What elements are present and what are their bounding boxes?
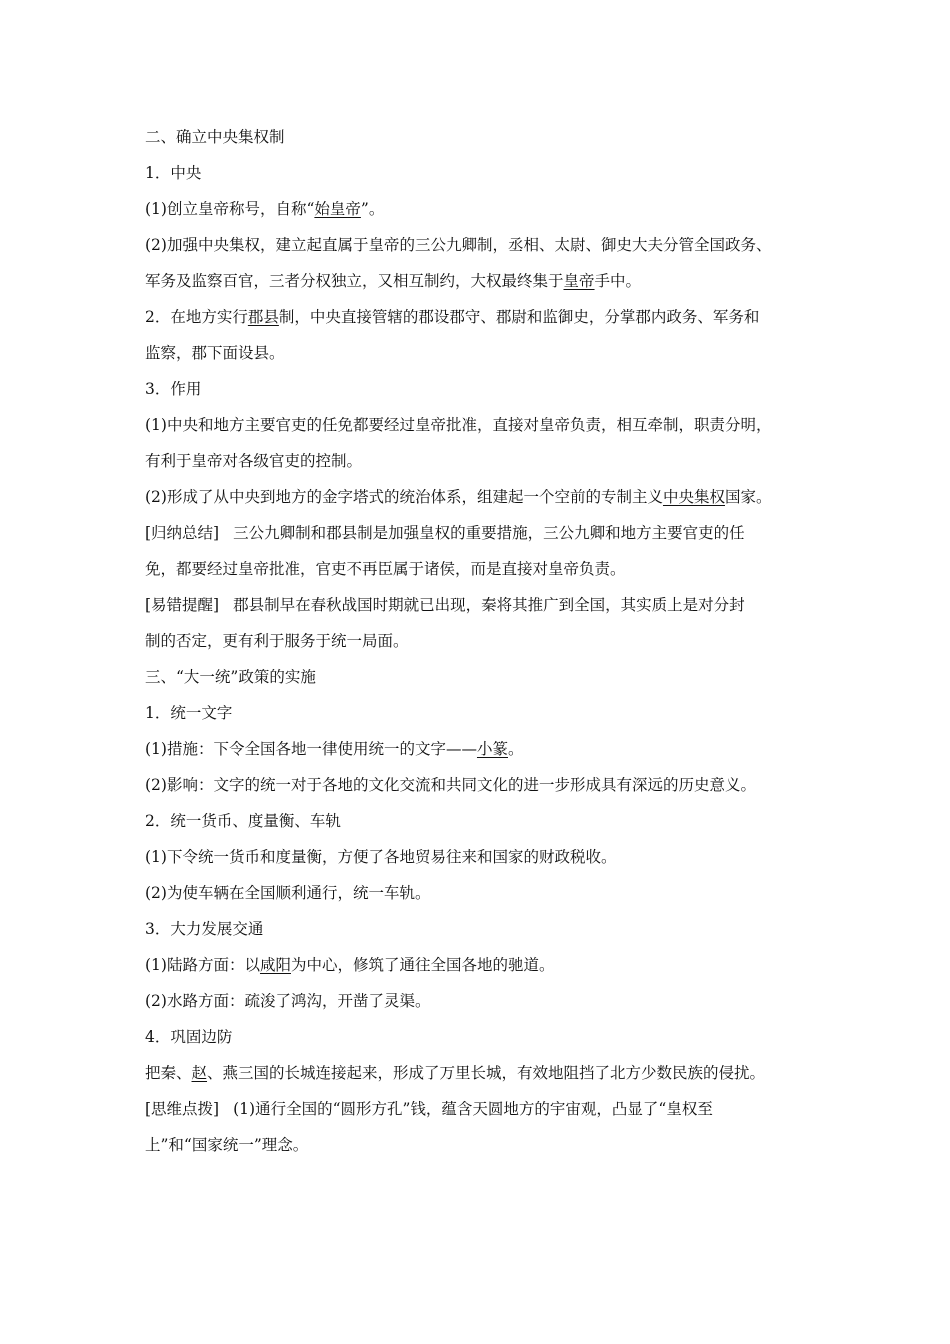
summary-note-cont: 免，都要经过皇帝批准，官吏不再臣属于诸侯，而是直接对皇帝负责。	[145, 560, 626, 578]
text-run: 2．在地方实行	[145, 308, 248, 326]
paragraph: (2)水路方面：疏浚了鸿沟，开凿了灵渠。	[145, 992, 431, 1010]
paragraph	[145, 486, 825, 508]
underlined-answer: 始皇帝	[314, 200, 361, 218]
underlined-answer: 咸阳	[259, 956, 291, 974]
subsection-heading: 2．统一货币、度量衡、车轨	[145, 812, 341, 830]
text-run: 三公九卿制和郡县制是加强皇权的重要措施，三公九卿和地方主要官吏的任	[233, 524, 745, 542]
subsection-heading: 3．作用	[145, 380, 202, 398]
paragraph: (2)为使车辆在全国顺利通行，统一车轨。	[145, 884, 431, 902]
text-run: (1)陆路方面：以	[145, 956, 260, 974]
paragraph: (1)中央和地方主要官吏的任免都要经过皇帝批准，直接对皇帝负责，相互牵制，职责分明，	[145, 416, 772, 434]
thinking-tag: [思维点拨]	[145, 1100, 220, 1118]
paragraph: 监察，郡下面设县。	[145, 344, 285, 362]
paragraph: 有利于皇帝对各级官吏的控制。	[145, 452, 363, 470]
text-run: 手中。	[594, 272, 642, 290]
subsection-heading: 1．统一文字	[145, 704, 233, 722]
subsection-heading: 1．中央	[145, 164, 202, 182]
subsection-heading: 3．大力发展交通	[145, 920, 264, 938]
text-run: ”。	[360, 200, 385, 218]
paragraph	[145, 198, 825, 220]
warning-tag: [易错提醒]	[145, 596, 220, 614]
subsection-heading: 4．巩固边防	[145, 1028, 233, 1046]
underlined-answer: 皇帝	[563, 272, 595, 290]
text-run: 为中心，修筑了通往全国各地的驰道。	[290, 956, 555, 974]
paragraph: (2)影响：文字的统一对于各地的文化交流和共同文化的进一步形成具有深远的历史意义。	[145, 776, 756, 794]
paragraph	[145, 1062, 825, 1084]
underlined-answer: 中央集权	[662, 488, 725, 506]
text-run: 把秦、	[145, 1064, 192, 1082]
paragraph	[145, 270, 825, 292]
text-run: (1)创立皇帝称号，自称“	[145, 200, 315, 218]
text-run: (2)形成了从中央到地方的金字塔式的统治体系，组建起一个空前的专制主义	[145, 488, 663, 506]
paragraph: (1)下令统一货币和度量衡，方便了各地贸易往来和国家的财政税收。	[145, 848, 617, 866]
summary-note	[145, 522, 825, 544]
warning-note	[145, 594, 825, 616]
text-run: 。	[507, 740, 524, 758]
paragraph	[145, 954, 825, 976]
text-run: 军务及监察百官，三者分权独立，又相互制约，大权最终集于	[145, 272, 564, 290]
text-run: 国家。	[724, 488, 772, 506]
thinking-note	[145, 1098, 825, 1120]
underlined-answer: 赵	[191, 1064, 208, 1082]
text-run: 郡县制早在春秋战国时期就已出现，秦将其推广到全国，其实质上是对分封	[233, 596, 745, 614]
text-run: 、燕三国的长城连接起来，形成了万里长城，有效地阻挡了北方少数民族的侵扰。	[207, 1064, 766, 1082]
section-heading: 三、“大一统”政策的实施	[145, 668, 316, 686]
summary-tag: [归纳总结]	[145, 524, 220, 542]
paragraph: (2)加强中央集权，建立起直属于皇帝的三公九卿制，丞相、太尉、御史大夫分管全国政务、	[145, 236, 772, 254]
underlined-answer: 郡县	[247, 308, 279, 326]
underlined-answer: 小篆	[476, 740, 508, 758]
warning-note-cont: 制的否定，更有利于服务于统一局面。	[145, 632, 409, 650]
text-run: (1)措施：下令全国各地一律使用统一的文字——	[145, 740, 477, 758]
text-run: 制，中央直接管辖的郡设郡守、郡尉和监御史，分掌郡内政务、军务和	[278, 308, 760, 326]
paragraph	[145, 306, 825, 328]
thinking-note-cont: 上”和“国家统一”理念。	[145, 1136, 309, 1154]
text-run: (1)通行全国的“圆形方孔”钱，蕴含天圆地方的宇宙观，凸显了“皇权至	[233, 1100, 713, 1118]
paragraph	[145, 738, 825, 760]
document-body	[145, 126, 825, 1156]
section-heading: 二、确立中央集权制	[145, 128, 285, 146]
